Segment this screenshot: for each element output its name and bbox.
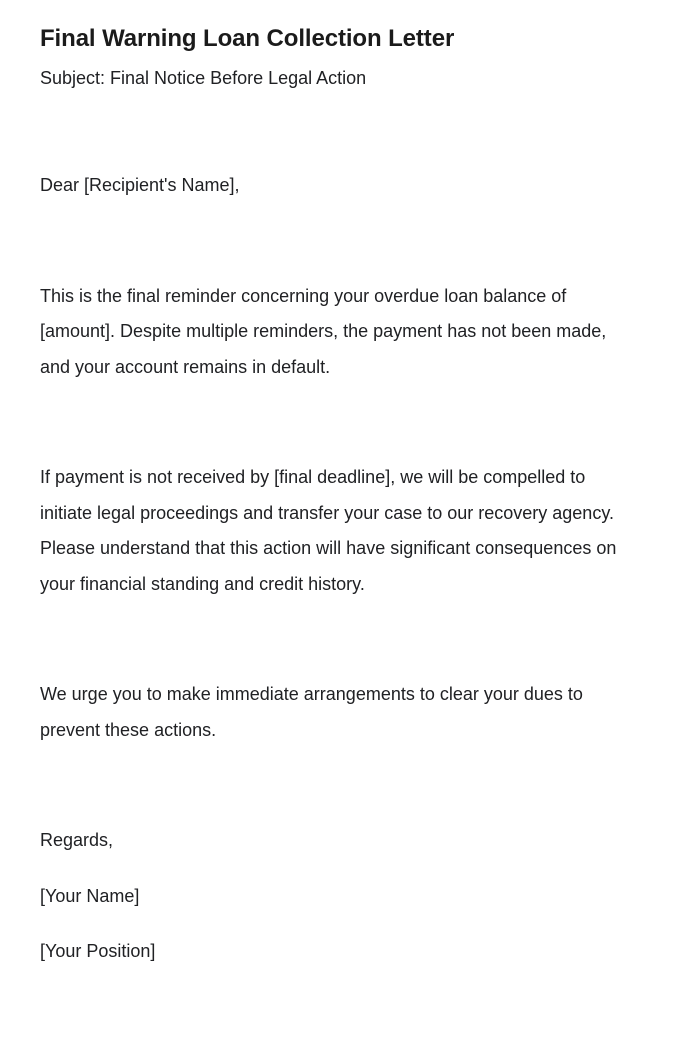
spacer-after-salutation bbox=[40, 204, 632, 279]
spacer-signature-1 bbox=[40, 859, 632, 879]
body-paragraph-3: We urge you to make immediate arrangements to clear your dues to prevent these actions. bbox=[40, 684, 583, 740]
body-paragraph-2: If payment is not received by [final deadline], we will be compelled to initiate legal proceedings and transfer your case to our recovery agency. Please understand that this action will have significant consequences on your financial standing and credit history. bbox=[40, 467, 617, 594]
letter-body bbox=[40, 0, 632, 970]
spacer-signature-2 bbox=[40, 914, 632, 934]
spacer-after-paragraph-2 bbox=[40, 602, 632, 677]
closing-line: Regards, bbox=[40, 830, 114, 850]
subject-line: Subject: Final Notice Before Legal Action bbox=[40, 68, 367, 88]
signature-name: [Your Name] bbox=[40, 885, 140, 906]
spacer-after-paragraph-1 bbox=[40, 385, 632, 460]
page-title: Final Warning Loan Collection Letter bbox=[40, 25, 455, 52]
body-paragraph-1: This is the final reminder concerning your overdue loan balance of [amount]. Despite multiple reminders, the payment has not been made, and your account remains in default. bbox=[40, 285, 607, 377]
salutation: Dear [Recipient's Name], bbox=[40, 175, 240, 195]
spacer-after-subject bbox=[40, 93, 632, 168]
spacer-before-signature bbox=[40, 748, 632, 823]
signature-position: [Your Position] bbox=[40, 941, 156, 961]
